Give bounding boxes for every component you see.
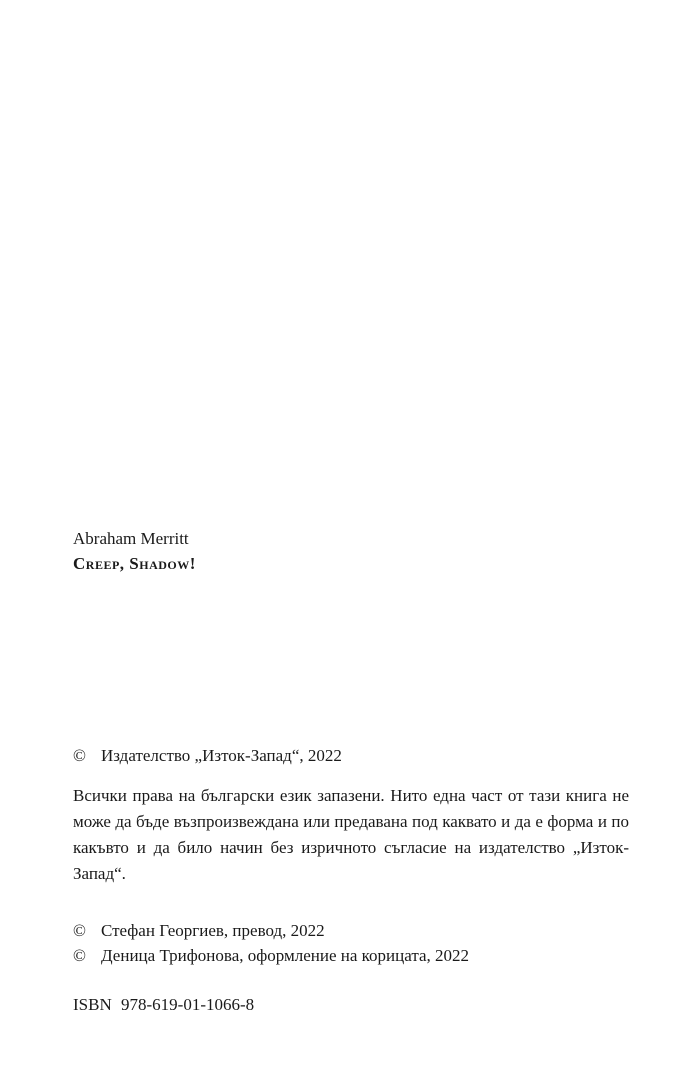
isbn-number: 978-619-01-1066-8 — [121, 995, 255, 1014]
copyright-symbol: © — [73, 946, 86, 965]
copyright-symbol: © — [73, 746, 86, 765]
translator-copyright — [73, 918, 629, 944]
publisher-copyright — [73, 743, 629, 769]
copyright-symbol: © — [73, 921, 86, 940]
book-title: Creep, Shadow! — [73, 554, 196, 573]
translator-copyright-text: Стефан Георгиев, превод, 2022 — [101, 921, 325, 940]
publisher-copyright-text: Издателство „Изток-Запад“, 2022 — [101, 746, 342, 765]
rights-statement: Всички права на български език запазени. Нито една част от тази книга не може да бъде възпроизвеждана или предавана под каквато и да е форма и по какъвто и да било начин без изричното съгласие на издателство „Изток-Запад“. — [73, 786, 629, 883]
isbn-line — [73, 992, 629, 1018]
cover-design-copyright — [73, 943, 629, 969]
cover-design-copyright-text: Деница Трифонова, оформление на корицата, 2022 — [101, 946, 470, 965]
isbn-label: ISBN — [73, 995, 112, 1014]
author-name: Abraham Merritt — [73, 529, 189, 548]
